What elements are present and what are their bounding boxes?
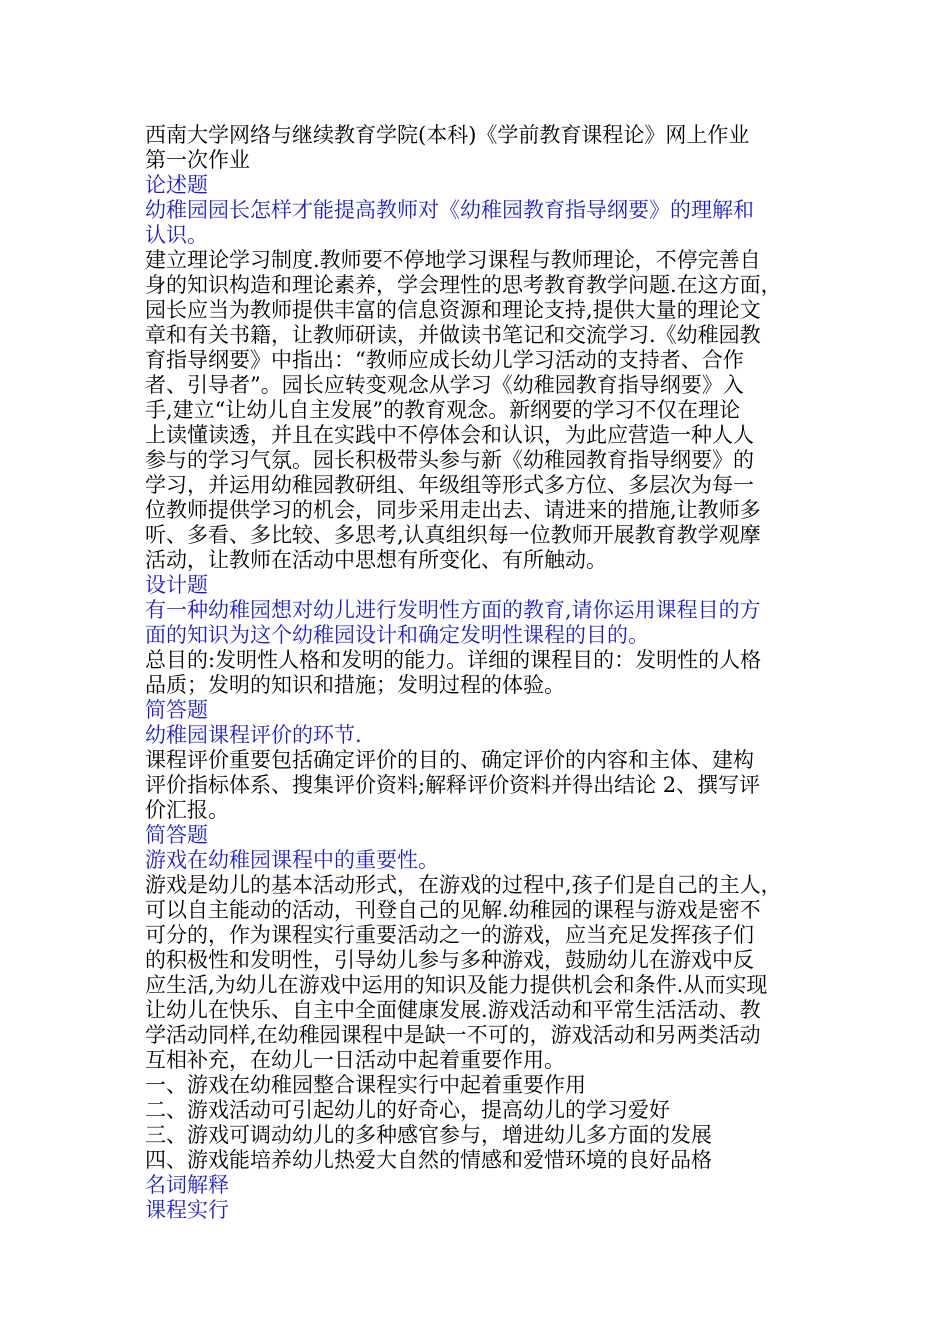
answer-line: 价汇报。 <box>145 798 229 822</box>
answer-line: 可分的，作为课程实行重要活动之一的游戏，应当充足发挥孩子们 <box>145 923 754 947</box>
question-line: 课程实行 <box>145 1198 229 1222</box>
question-line: 面的知识为这个幼稚园设计和确定发明性课程的目的。 <box>145 623 649 647</box>
answer-line: 身的知识构造和理论素养，学会理性的思考教育教学问题.在这方面， <box>145 273 782 297</box>
answer-line: 二、游戏活动可引起幼儿的好奇心，提高幼儿的学习爱好 <box>145 1098 670 1122</box>
section-type-label: 设计题 <box>145 573 208 597</box>
answer-line: 四、游戏能培养幼儿热爱大自然的情感和爱惜环境的良好品格 <box>145 1148 712 1172</box>
document-title: 西南大学网络与继续教育学院(本科)《学前教育课程论》网上作业 <box>145 123 750 147</box>
answer-line: 品质；发明的知识和措施；发明过程的体验。 <box>145 673 565 697</box>
answer-line: 听、多看、多比较、多思考,认真组织每一位教师开展教育教学观摩 <box>145 523 761 547</box>
question-line: 幼稚园园长怎样才能提高教师对《幼稚园教育指导纲要》的理解和 <box>145 198 754 222</box>
answer-line: 章和有关书籍，让教师研读，并做读书笔记和交流学习.《幼稚园教 <box>145 323 761 347</box>
answer-line: 让幼儿在快乐、自主中全面健康发展.游戏活动和平常生活活动、教 <box>145 998 761 1022</box>
answer-line: 评价指标体系、搜集评价资料;解释评价资料并得出结论 2、撰写评 <box>145 773 761 797</box>
section-type-label: 简答题 <box>145 823 208 847</box>
question-line: 有一种幼稚园想对幼儿进行发明性方面的教育,请你运用课程目的方 <box>145 598 761 622</box>
answer-line: 一、游戏在幼稚园整合课程实行中起着重要作用 <box>145 1073 586 1097</box>
document-page <box>145 123 810 1223</box>
answer-line: 活动，让教师在活动中思想有所变化、有所触动。 <box>145 548 607 572</box>
answer-line: 手,建立“让幼儿自主发展”的教育观念。新纲要的学习不仅在理论 <box>145 398 741 422</box>
answer-line: 总目的:发明性人格和发明的能力。详细的课程目的：发明性的人格 <box>145 648 762 672</box>
question-line: 幼稚园课程评价的环节. <box>145 723 362 747</box>
answer-line: 园长应当为教师提供丰富的信息资源和理论支持,提供大量的理论文 <box>145 298 761 322</box>
answer-line: 上读懂读透，并且在实践中不停体会和认识，为此应营造一种人人 <box>145 423 754 447</box>
answer-line: 学活动同样,在幼稚园课程中是缺一不可的，游戏活动和另两类活动 <box>145 1023 761 1047</box>
answer-line: 课程评价重要包括确定评价的目的、确定评价的内容和主体、建构 <box>145 748 754 772</box>
section-type-label: 名词解释 <box>145 1173 229 1197</box>
answer-line: 育指导纲要》中指出：“教师应成长幼儿学习活动的支持者、合作 <box>145 348 744 372</box>
answer-line: 位教师提供学习的机会，同步采用走出去、请进来的措施,让教师多 <box>145 498 761 522</box>
question-line: 游戏在幼稚园课程中的重要性。 <box>145 848 439 872</box>
answer-line: 游戏是幼儿的基本活动形式，在游戏的过程中,孩子们是自己的主人， <box>145 873 782 897</box>
answer-line: 互相补充，在幼儿一日活动中起着重要作用。 <box>145 1048 565 1072</box>
answer-line: 建立理论学习制度.教师要不停地学习课程与教师理论，不停完善自 <box>145 248 761 272</box>
answer-line: 应生活,为幼儿在游戏中运用的知识及能力提供机会和条件.从而实现 <box>145 973 768 997</box>
answer-line: 可以自主能动的活动，刊登自己的见解.幼稚园的课程与游戏是密不 <box>145 898 761 922</box>
answer-line: 的积极性和发明性，引导幼儿参与多种游戏，鼓励幼儿在游戏中反 <box>145 948 754 972</box>
answer-line: 三、游戏可调动幼儿的多种感官参与，增进幼儿多方面的发展 <box>145 1123 712 1147</box>
document-subtitle: 第一次作业 <box>145 148 250 172</box>
answer-line: 参与的学习气氛。园长积极带头参与新《幼稚园教育指导纲要》的 <box>145 448 754 472</box>
answer-line: 学习，并运用幼稚园教研组、年级组等形式多方位、多层次为每一 <box>145 473 754 497</box>
question-line: 认识。 <box>145 223 208 247</box>
answer-line: 者、引导者”。园长应转变观念从学习《幼稚园教育指导纲要》入 <box>145 373 744 397</box>
section-type-label: 简答题 <box>145 698 208 722</box>
section-type-label: 论述题 <box>145 173 208 197</box>
